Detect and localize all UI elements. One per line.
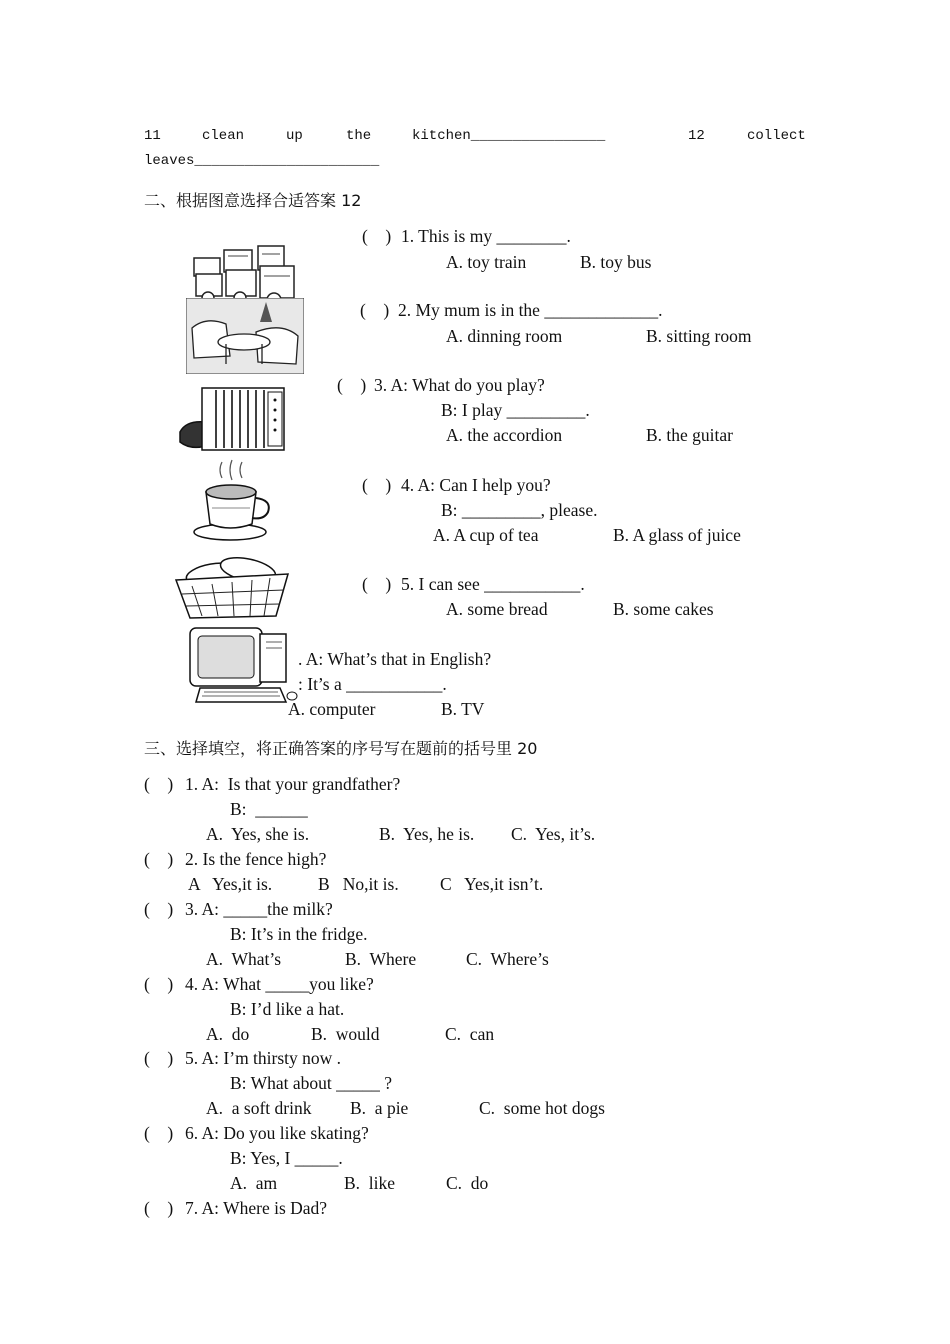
question-text: 7. A: Where is Dad? — [185, 1198, 328, 1218]
question-line-2: B: _________, please. — [441, 500, 598, 520]
answer-paren[interactable]: ( ) — [362, 226, 392, 246]
option-b: B. the guitar — [646, 425, 733, 445]
option-a: A. dinning room — [446, 326, 563, 346]
option-c: C Yes,it isn’t. — [440, 874, 544, 894]
option-c: C. can — [445, 1024, 495, 1044]
answer-paren[interactable]: ( ) — [362, 574, 392, 594]
question-text: 2. My mum is in the _____________. — [398, 300, 663, 320]
option-b: B. TV — [441, 699, 485, 719]
computer-icon — [186, 626, 298, 706]
question-text: 4. A: Can I help you? — [401, 475, 551, 495]
question-text: 6. A: Do you like skating? — [185, 1123, 369, 1143]
question-line-2: B: Yes, I _____. — [230, 1148, 343, 1168]
item-12-word: leaves______________________ — [144, 153, 380, 169]
option-b: B. like — [344, 1173, 396, 1193]
answer-paren[interactable]: ( ) — [144, 774, 174, 794]
answer-paren[interactable]: ( ) — [337, 375, 367, 395]
item-11-word: clean — [202, 128, 245, 144]
answer-paren[interactable]: ( ) — [144, 1048, 174, 1068]
item-11-word: the — [346, 128, 372, 144]
option-a: A. do — [206, 1024, 250, 1044]
option-c: C. Yes, it’s. — [511, 824, 596, 844]
answer-paren[interactable]: ( ) — [144, 849, 174, 869]
answer-paren[interactable]: ( ) — [144, 974, 174, 994]
option-a: A. What’s — [206, 949, 282, 969]
option-b: B. some cakes — [613, 599, 714, 619]
question-text: 4. A: What _____you like? — [185, 974, 374, 994]
bread-basket-icon — [172, 552, 292, 622]
cup-of-tea-icon — [192, 458, 276, 546]
question-line-2: B: I’d like a hat. — [230, 999, 345, 1019]
question-line-2: B: I play _________. — [441, 400, 590, 420]
item-11-number: 11 — [144, 128, 161, 144]
question-line-2: B: What about _____ ? — [230, 1073, 393, 1093]
section-2-heading: 二、根据图意选择合适答案 12 — [144, 191, 362, 210]
question-text: 5. A: I’m thirsty now . — [185, 1048, 342, 1068]
option-a: A. A cup of tea — [433, 525, 539, 545]
option-a: A. some bread — [446, 599, 548, 619]
option-c: C. Where’s — [466, 949, 549, 969]
answer-paren[interactable]: ( ) — [362, 475, 392, 495]
option-c: C. some hot dogs — [479, 1098, 605, 1118]
question-text: 3. A: _____the milk? — [185, 899, 333, 919]
option-b: B. Yes, he is. — [379, 824, 475, 844]
question-text: 5. I can see ___________. — [401, 574, 585, 594]
answer-paren[interactable]: ( ) — [360, 300, 390, 320]
question-line-2: : It’s a ___________. — [298, 674, 447, 694]
option-b: B No,it is. — [318, 874, 399, 894]
question-line-2: B: It’s in the fridge. — [230, 924, 368, 944]
section-3-heading: 三、选择填空，将正确答案的序号写在题前的括号里 20 — [144, 739, 538, 758]
question-text: 2. Is the fence high? — [185, 849, 327, 869]
option-b: B. a pie — [350, 1098, 409, 1118]
question-line-2: B: ______ — [230, 799, 308, 819]
accordion-icon — [176, 380, 288, 456]
option-a: A. am — [230, 1173, 278, 1193]
option-a: A Yes,it is. — [188, 874, 273, 894]
item-11-word: kitchen________________ — [412, 128, 606, 144]
option-a: A. the accordion — [446, 425, 563, 445]
option-a: A. computer — [288, 699, 376, 719]
option-b: B. Where — [345, 949, 417, 969]
option-b: B. would — [311, 1024, 380, 1044]
item-12-number: 12 — [688, 128, 705, 144]
question-text: 3. A: What do you play? — [374, 375, 545, 395]
question-text: 1. This is my ________. — [401, 226, 571, 246]
option-b: B. toy bus — [580, 252, 652, 272]
answer-paren[interactable]: ( ) — [144, 1123, 174, 1143]
option-c: C. do — [446, 1173, 489, 1193]
option-b: B. sitting room — [646, 326, 752, 346]
question-text: 1. A: Is that your grandfather? — [185, 774, 401, 794]
answer-paren[interactable]: ( ) — [144, 1198, 174, 1218]
item-12-word: collect — [747, 128, 806, 144]
answer-paren[interactable]: ( ) — [144, 899, 174, 919]
sitting-room-icon — [186, 298, 304, 374]
item-11-word: up — [286, 128, 303, 144]
option-a: A. a soft drink — [206, 1098, 312, 1118]
option-a: A. Yes, she is. — [206, 824, 310, 844]
question-text: . A: What’s that in English? — [298, 649, 492, 669]
option-b: B. A glass of juice — [613, 525, 741, 545]
option-a: A. toy train — [446, 252, 527, 272]
